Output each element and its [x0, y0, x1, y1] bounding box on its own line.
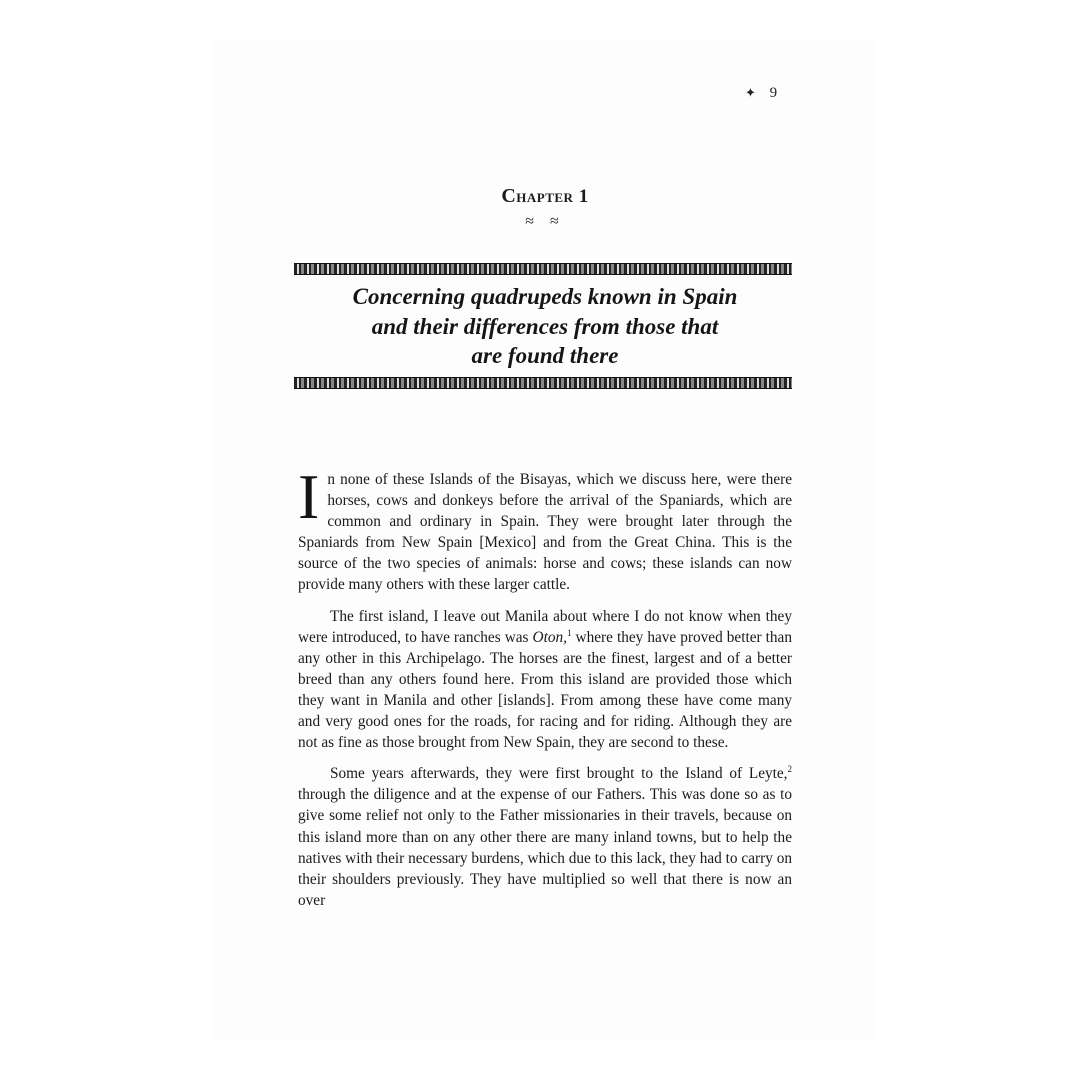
- title-line-3: are found there: [471, 343, 619, 368]
- body-text: [298, 461, 792, 921]
- paragraph-2: [298, 606, 792, 754]
- chapter-initial: C: [501, 185, 517, 207]
- drop-cap: I: [298, 461, 320, 532]
- chapter-heading: [298, 185, 792, 208]
- paragraph-2-before: The first island, I leave out Manila about where I do not know when they were introduced, to have ranches was: [298, 607, 792, 646]
- title-line-2: and their differences from those that: [371, 313, 719, 339]
- running-header: [745, 85, 777, 102]
- paragraph-3-before: Some years afterwards, they were first brought to the Island of Leyte,: [330, 765, 788, 783]
- flourish-icon: ≈ ≈: [525, 213, 565, 230]
- title-line-1: Concerning quadrupeds known in Spain: [352, 284, 738, 309]
- chapter-title: [298, 282, 792, 371]
- paragraph-3: [298, 763, 792, 911]
- chapter-number: 1: [578, 186, 589, 207]
- paragraph-3-after: through the diligence and at the expense of our Fathers. This was done so as to give some relief not only to the Father missionaries in their travels, because on this island more than on any other there are many inland towns, but to help the natives with their necessary burdens, which due to this lack, they had to carry on their shoulders previously. They have multiplied so well that there is now an over: [298, 786, 792, 909]
- footnote-2: 2: [787, 764, 792, 775]
- paragraph-2-italic: Oton,: [532, 628, 567, 646]
- paragraph-1: [298, 461, 792, 596]
- chapter-label: hapter: [516, 186, 574, 207]
- decorative-border-top: [294, 263, 792, 275]
- paragraph-1-text: n none of these Islands of the Bisayas, which we discuss here, were there horses, cows and donkeys before the arrival of the Spaniards, which are common and ordinary in Spain. They were brought later through the Spaniards from New Spain [Mexico] and from the Great China. This is the source of the two species of animals: horse and cows; these islands can now provide many others with these larger cattle.: [298, 471, 792, 594]
- ornament-icon: ✦: [745, 85, 756, 100]
- paragraph-2-after: where they have proved better than any other in this Archipelago. The horses are the finest, largest and of a better breed than any others found here. From this island are provided those which they want in Manila and other [islands]. From among these have come many and very good ones for the roads, for racing and for riding. Although they are not as fine as those brought from New Spain, they are second to these.: [298, 628, 792, 752]
- decorative-border-bottom: [294, 377, 792, 389]
- page-number: 9: [769, 85, 778, 101]
- footnote-1: 1: [566, 627, 572, 638]
